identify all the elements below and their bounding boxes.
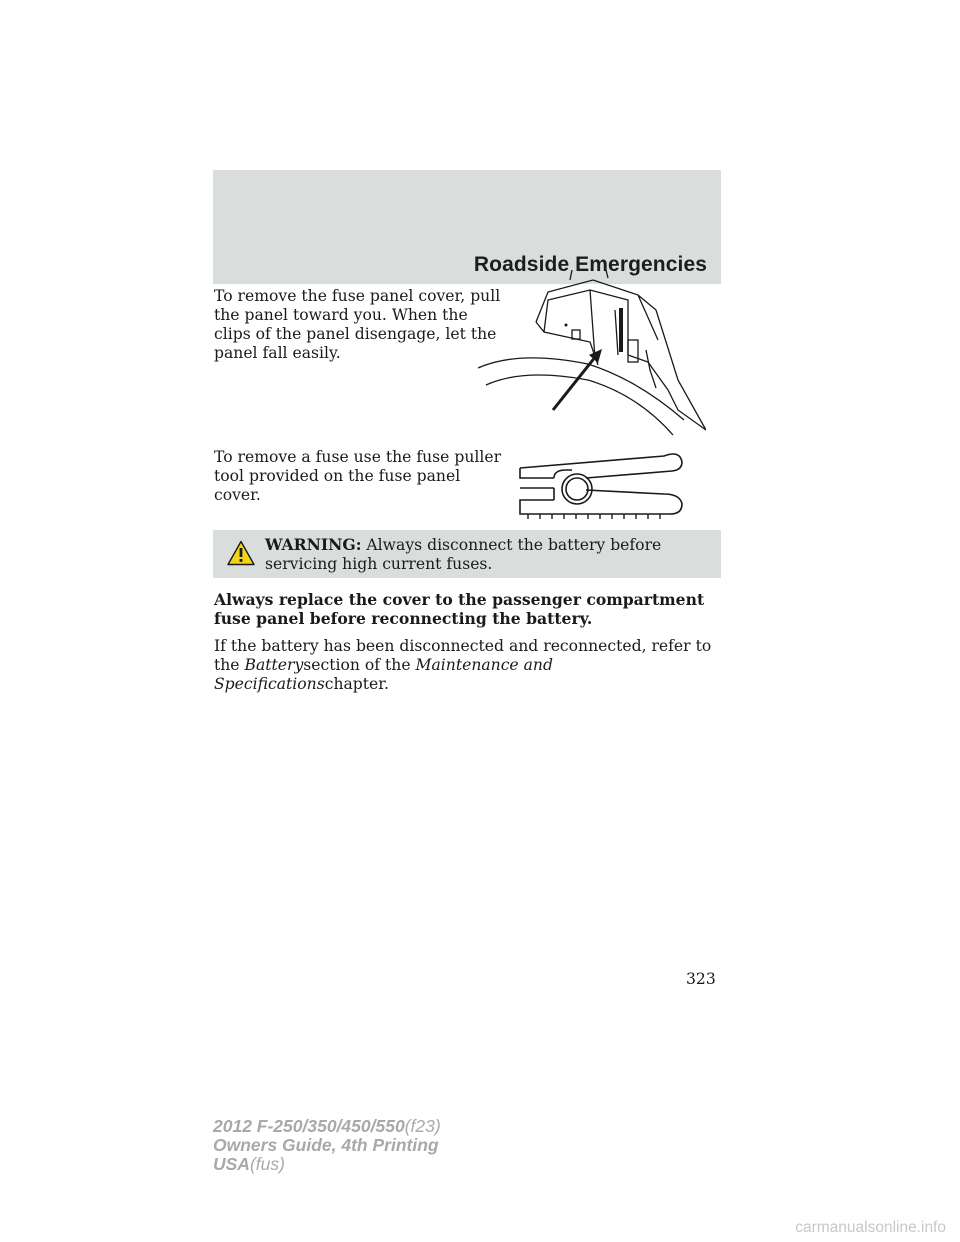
warning-triangle-icon bbox=[227, 540, 255, 566]
footer-model: 2012 F-250/350/450/550 bbox=[213, 1116, 405, 1136]
fuse-panel-cover-illustration bbox=[478, 270, 706, 437]
footer-region: USA bbox=[213, 1154, 250, 1174]
battery-reference: Battery bbox=[244, 656, 304, 674]
section-header-band bbox=[213, 170, 721, 284]
replace-cover-paragraph: Always replace the cover to the passenger compartment fuse panel before reconnecting the battery. bbox=[214, 590, 705, 628]
footer-region-code: (fus) bbox=[249, 1154, 285, 1174]
chapter-reference: Maintenance and Specifications bbox=[214, 656, 553, 693]
footer-guide: Owners Guide, 4th Printing bbox=[213, 1135, 439, 1155]
reconnect-text-end: chapter. bbox=[324, 675, 389, 693]
fuse-puller-tool-illustration bbox=[514, 448, 690, 526]
reconnect-text-middle: section of the bbox=[303, 656, 411, 674]
warning-box bbox=[213, 530, 721, 578]
reconnect-text-start: If the battery has been disconnected and reconnected, refer to the bbox=[214, 637, 712, 674]
footer-model-code: (f23) bbox=[404, 1116, 441, 1136]
remove-fuse-paragraph: To remove a fuse use the fuse puller tool provided on the fuse panel cover. bbox=[214, 448, 502, 504]
footer-line-guide bbox=[213, 1136, 441, 1155]
footer-line-region bbox=[213, 1155, 441, 1174]
footer-print-info bbox=[213, 1117, 441, 1174]
section-title: Roadside Emergencies bbox=[473, 253, 707, 276]
watermark-link[interactable]: carmanualsonline.info bbox=[795, 1219, 946, 1236]
warning-text bbox=[265, 535, 715, 574]
reconnect-paragraph bbox=[214, 637, 722, 694]
footer-line-model bbox=[213, 1117, 441, 1136]
warning-message: Always disconnect the battery before servicing high current fuses. bbox=[265, 536, 662, 573]
warning-label: WARNING: bbox=[265, 535, 362, 554]
page-number: 323 bbox=[686, 970, 716, 988]
remove-cover-paragraph: To remove the fuse panel cover, pull the panel toward you. When the clips of the panel disengage, let the panel fall easily. bbox=[214, 287, 501, 362]
